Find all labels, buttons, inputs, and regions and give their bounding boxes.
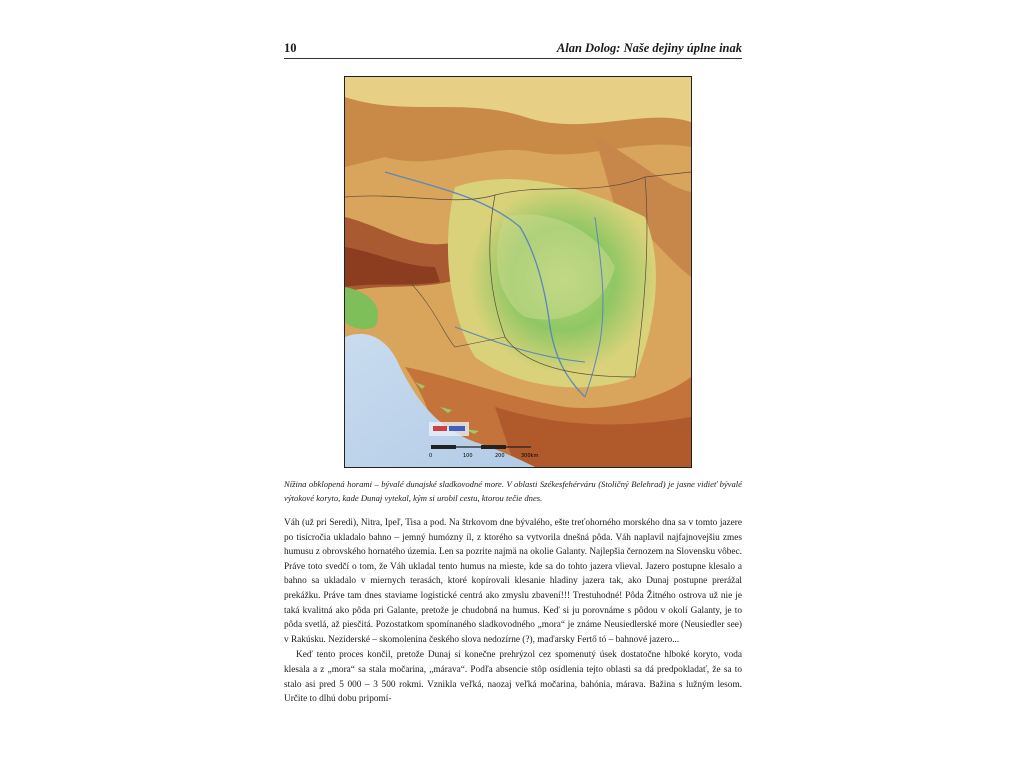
- paragraph: Keď tento proces končil, pretože Dunaj si konečne prehrýzol cez spomenutý úsek dostatočne hlboké koryto, voda klesala a z „mora“ sa stala močarina, „márava“. Podľa absencie stôp osídlenia tejto oblasti sa dá predpokladať, že sa to stalo asi pred 5 000 – 3 500 rokmi. Vznikla veľká, naozaj veľká močarina, bahónia, márava. Bažina s lužným lesom. Určite to dlhú dobu pripomí-: [284, 650, 742, 705]
- page-number: 10: [284, 41, 297, 55]
- body-text: [284, 516, 742, 707]
- scale-label-200: 200: [495, 453, 505, 459]
- relief-map-graphic: [345, 77, 691, 467]
- paragraph: Váh (už pri Seredi), Nitra, Ipeľ, Tisa a pod. Na štrkovom dne bývalého, ešte treťohorného morského dna sa v tomto jazere po tisícročia ukladalo bahno – jemný humózny íl, z ktorého sa vytvorila dnešná pôda. Váh naplavil najfajnovejšiu zmes humusu z obrovského hornatého územia. Len sa pozrite najmä na okolie Galanty. Najlepšia černozem na Slovensku vôbec. Práve toto svedčí o tom, že Váh ukladal tento humus na mieste, kde sa do tohto jazera vlieval. Jazero postupne klesalo a bahno sa ukladalo v miernych terasách, ktoré kopírovali klesanie hladiny jazera tak, ako Dunaj postupne prerážal prekážku. Práve tam dnes staviame logistické centrá ako zmyslu zbavení!!! Trestuhodné! Pôda Žitného ostrova už nie je taká kvalitná ako pôda pri Galante, pretože je chudobná na humus. Keď si ju porovnáme s pôdou v okolí Galanty, je to pôda svetlá, až piesčitá. Pozostatkom spomínaného sladkovodného „mora“ je známe Neusiedlerské more (Neusiedler see) v Rakúsku. Neziderské – skomolenina českého slova nedozírne (?), maďarsky Fertő tó – bahnové jazero...: [284, 518, 742, 645]
- running-title: Alan Dolog: Naše dejiny úplne inak: [556, 41, 742, 55]
- scale-label-0: 0: [429, 453, 433, 459]
- book-page: [284, 36, 742, 764]
- relief-map: [344, 76, 692, 468]
- page-header: [284, 38, 742, 59]
- scale-label-100: 100: [463, 453, 473, 459]
- figure-caption: Nížina obklopená horami – bývalé dunajské sladkovodné more. V oblasti Székesfehérváru (Stoličný Belehrad) je jasne vidieť bývalé výtokové koryto, kade Dunaj vytekal, kým si urobil cestu, ktorou tečie dnes.: [284, 479, 742, 503]
- scale-label-300: 300km: [521, 453, 539, 459]
